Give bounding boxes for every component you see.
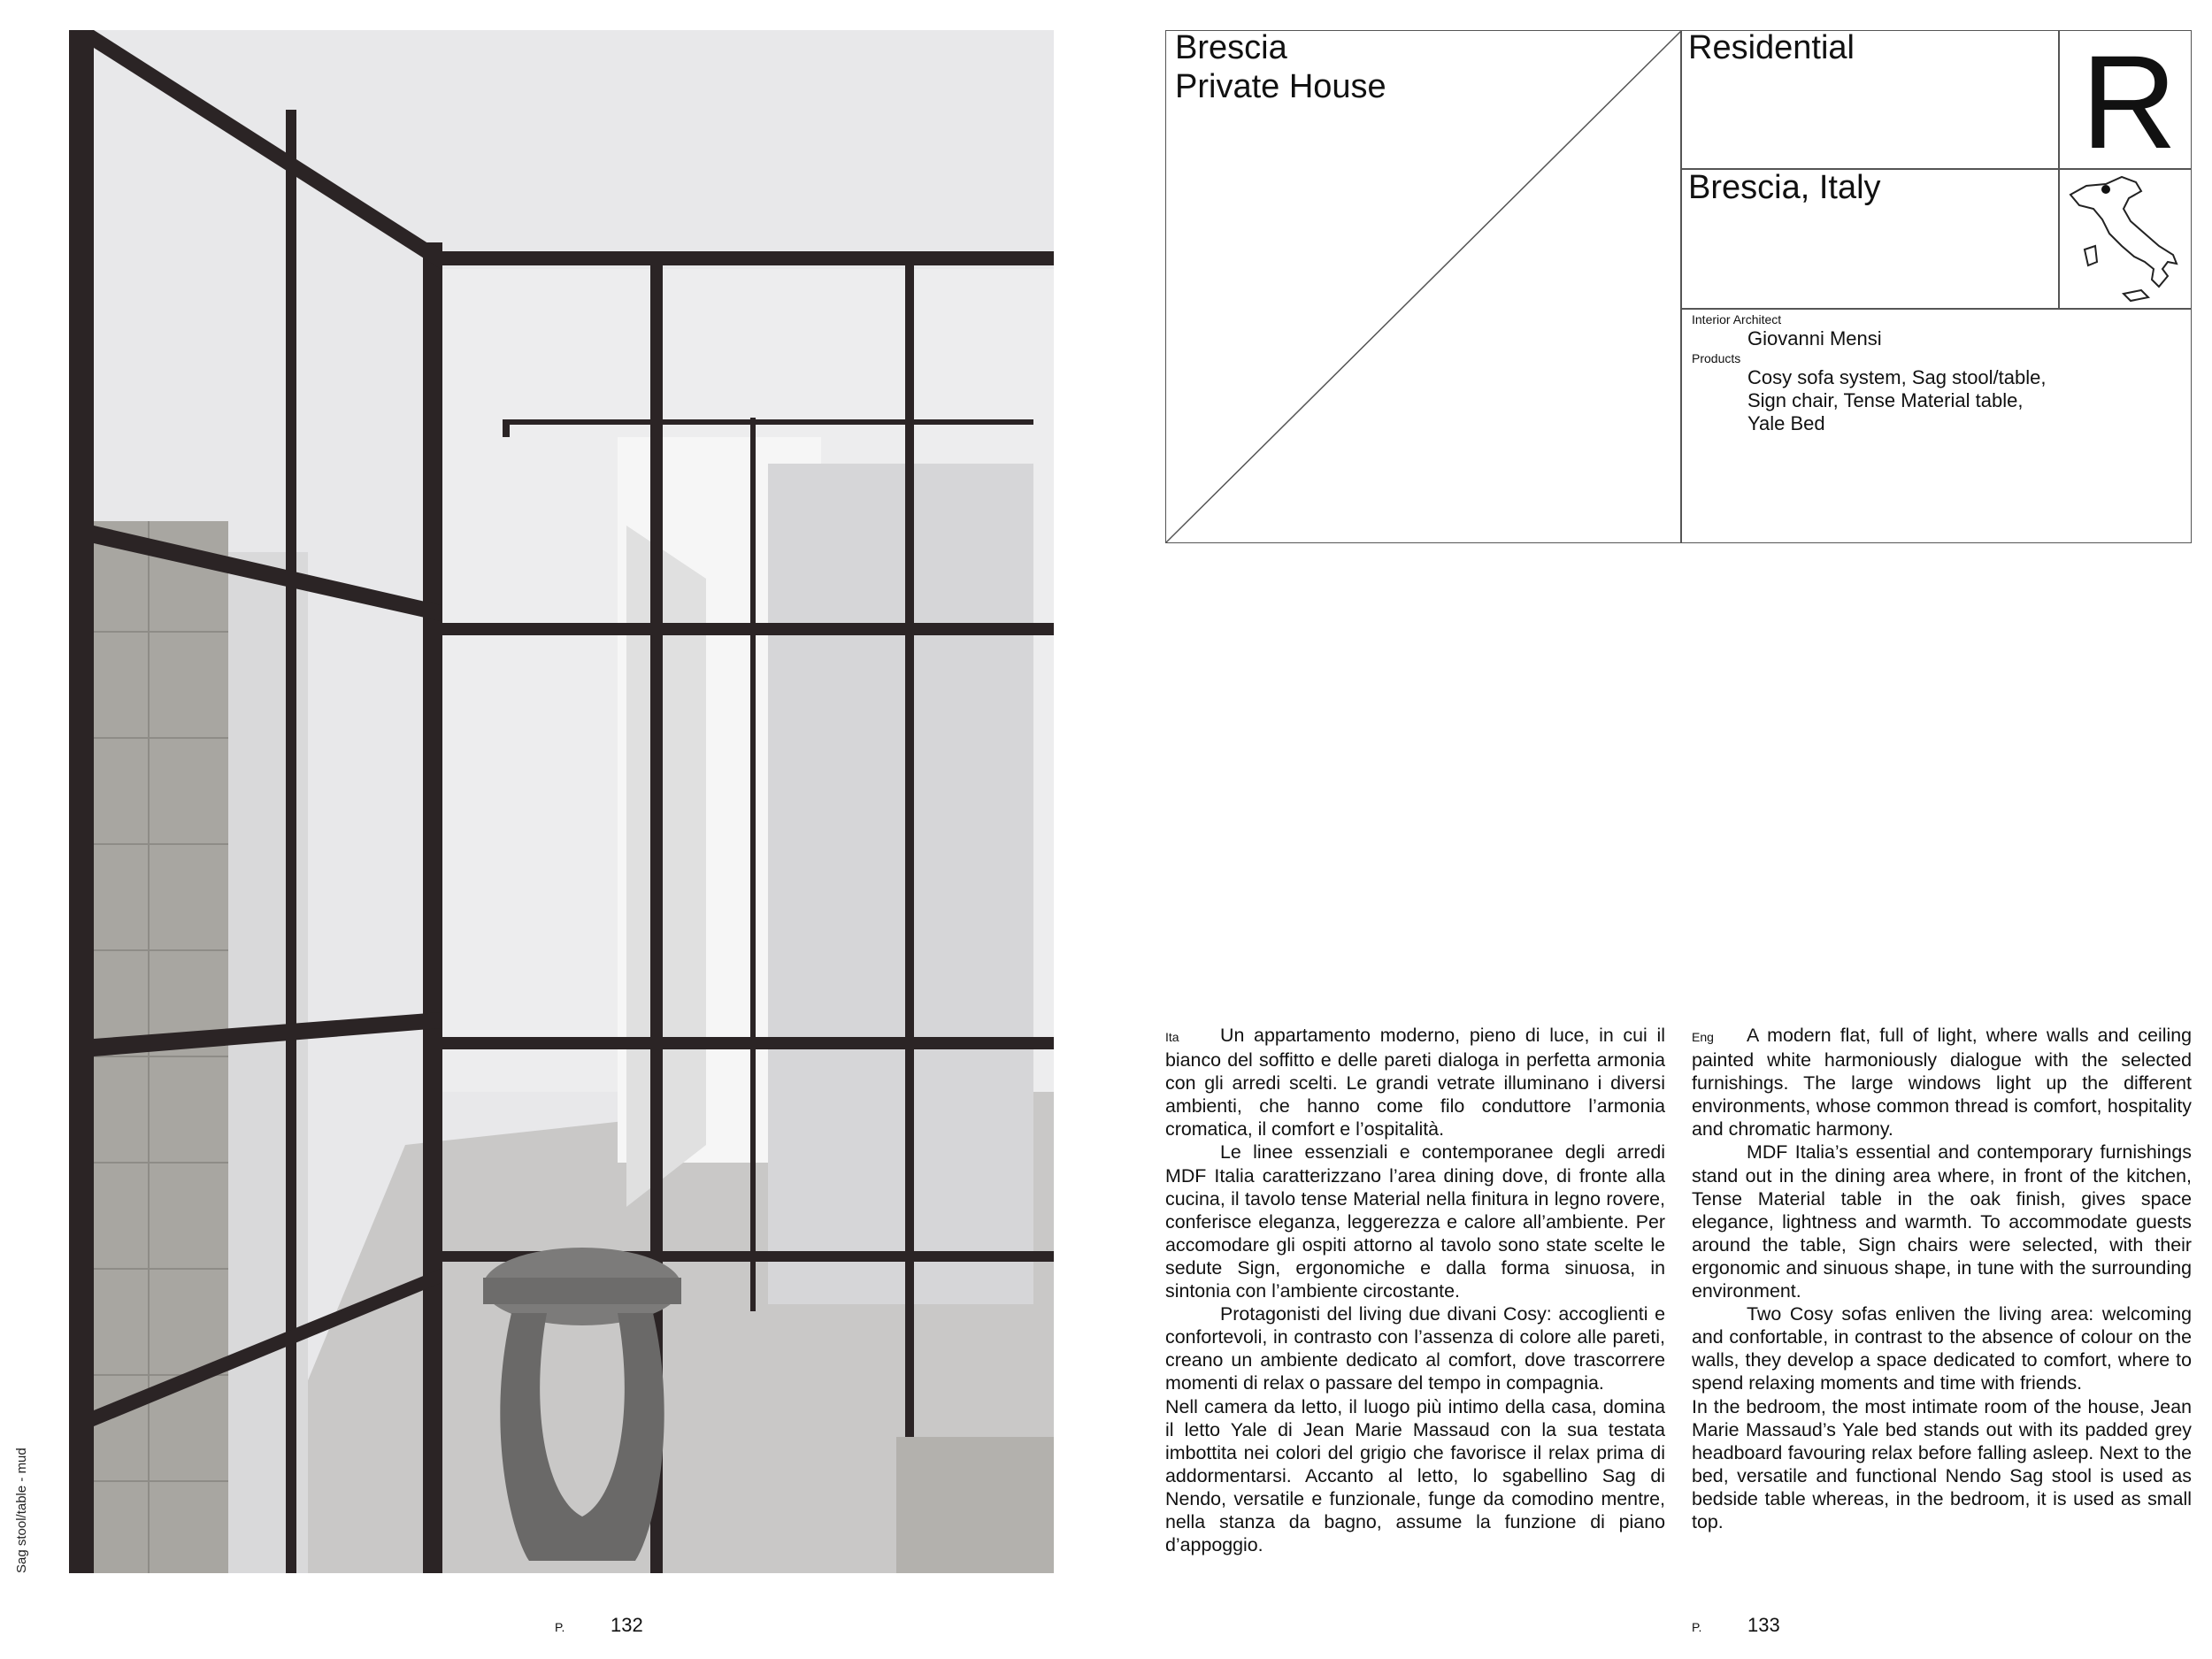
location-label: Brescia, Italy <box>1688 169 1881 206</box>
page-number-right: 133 <box>1747 1614 1780 1636</box>
english-text-column <box>1692 1024 2192 1533</box>
paragraph-text: A modern flat, full of light, where walls and ceiling painted white harmoniously dialogue with the selected furnishings. The large windows light up the different environments, whose common thread is comfort, hospitality and chromatic harmony. <box>1692 1025 2192 1141</box>
project-title: Brescia <box>1175 29 1287 66</box>
diagonal-line <box>1165 30 1682 543</box>
paragraph: Nell camera da letto, il luogo più intimo della casa, domina il letto Yale di Jean Marie Massaud con la sua testata imbottita nei colori del grigio che favorisce il relax prima di addormentarsi. Accanto al letto, lo sgabellino Sag di Nendo, versatile e funzionale, funge da comodino mentre, nella stanza da bagno, assume la funzione di piano d’appoggio. <box>1165 1395 1665 1556</box>
products-label: Products <box>1692 351 1741 365</box>
italy-map-icon <box>2060 170 2191 306</box>
project-subtitle: Private House <box>1175 68 1386 105</box>
page-prefix: P. <box>1692 1620 1702 1634</box>
paragraph <box>1165 1024 1665 1141</box>
italian-text-column <box>1165 1024 1665 1556</box>
paragraph: Le linee essenziali e contemporanee degli arredi MDF Italia caratterizzano l’area dining dove, di fronte alla cucina, il tavolo tense Material nella finitura in legno rovere, conferisce eleganza, leggerezza e calore all’ambiente. Per accomodare gli ospiti attorno al tavolo sono state scelte le sedute Sign, ergonomiche e dalla forma sinuosa, in sintonia con l’ambiente circostante. <box>1165 1141 1665 1302</box>
architect-name: Giovanni Mensi <box>1747 327 1882 349</box>
paragraph-text: Un appartamento moderno, pieno di luce, in cui il bianco del soffitto e delle pareti dialoga in perfetta armonia con gli arredi scelti. Le grandi vetrate illuminano i diversi ambienti, che hanno come filo conduttore l’armonia cromatica, il comfort e l’ospitalità. <box>1165 1025 1665 1141</box>
page-prefix: P. <box>555 1620 565 1634</box>
paragraph: In the bedroom, the most intimate room of the house, Jean Marie Massaud’s Yale bed stands out with its padded grey headboard favouring relax before falling asleep. Next to the bed, versatile and functional Nendo Sag stool is used as bedside table whereas, in the bedroom, it is used as small top. <box>1692 1395 2192 1532</box>
page-number-left: 132 <box>611 1614 643 1636</box>
category-label: Residential <box>1688 29 1855 66</box>
photo-caption: Sag stool/table - mud <box>14 1448 29 1573</box>
language-label: Ita <box>1165 1030 1179 1044</box>
paragraph: MDF Italia’s essential and contemporary furnishings stand out in the dining area where, in front of the kitchen, Tense Material table in the oak finish, gives space elegance, lightness and warmth. To accommodate guests around the table, Sign chairs were selected, with their ergonomic and sinuous shape, in tune with the surrounding environment. <box>1692 1141 2192 1302</box>
paragraph: Two Cosy sofas enliven the living area: welcoming and confortable, in contrast to the absence of colour on the walls, they develop a space dedicated to comfort, where to spend relaxing moments and time with friends. <box>1692 1303 2192 1394</box>
paragraph <box>1692 1024 2192 1141</box>
language-label: Eng <box>1692 1030 1714 1044</box>
grid-divider <box>1680 308 2192 310</box>
interior-photo <box>69 30 1054 1573</box>
architect-label: Interior Architect <box>1692 312 1782 326</box>
products-line: Sign chair, Tense Material table, <box>1747 389 2024 411</box>
products-line: Yale Bed <box>1747 412 1825 434</box>
category-letter: R <box>2081 27 2177 176</box>
products-line: Cosy sofa system, Sag stool/table, <box>1747 366 2047 388</box>
paragraph: Protagonisti del living due divani Cosy: accoglienti e confortevoli, in contrasto con l’assenza di colore alle pareti, creano un ambiente dedicato al comfort, dove trascorrere momenti di relax o passare del tempo in compagnia. <box>1165 1303 1665 1394</box>
